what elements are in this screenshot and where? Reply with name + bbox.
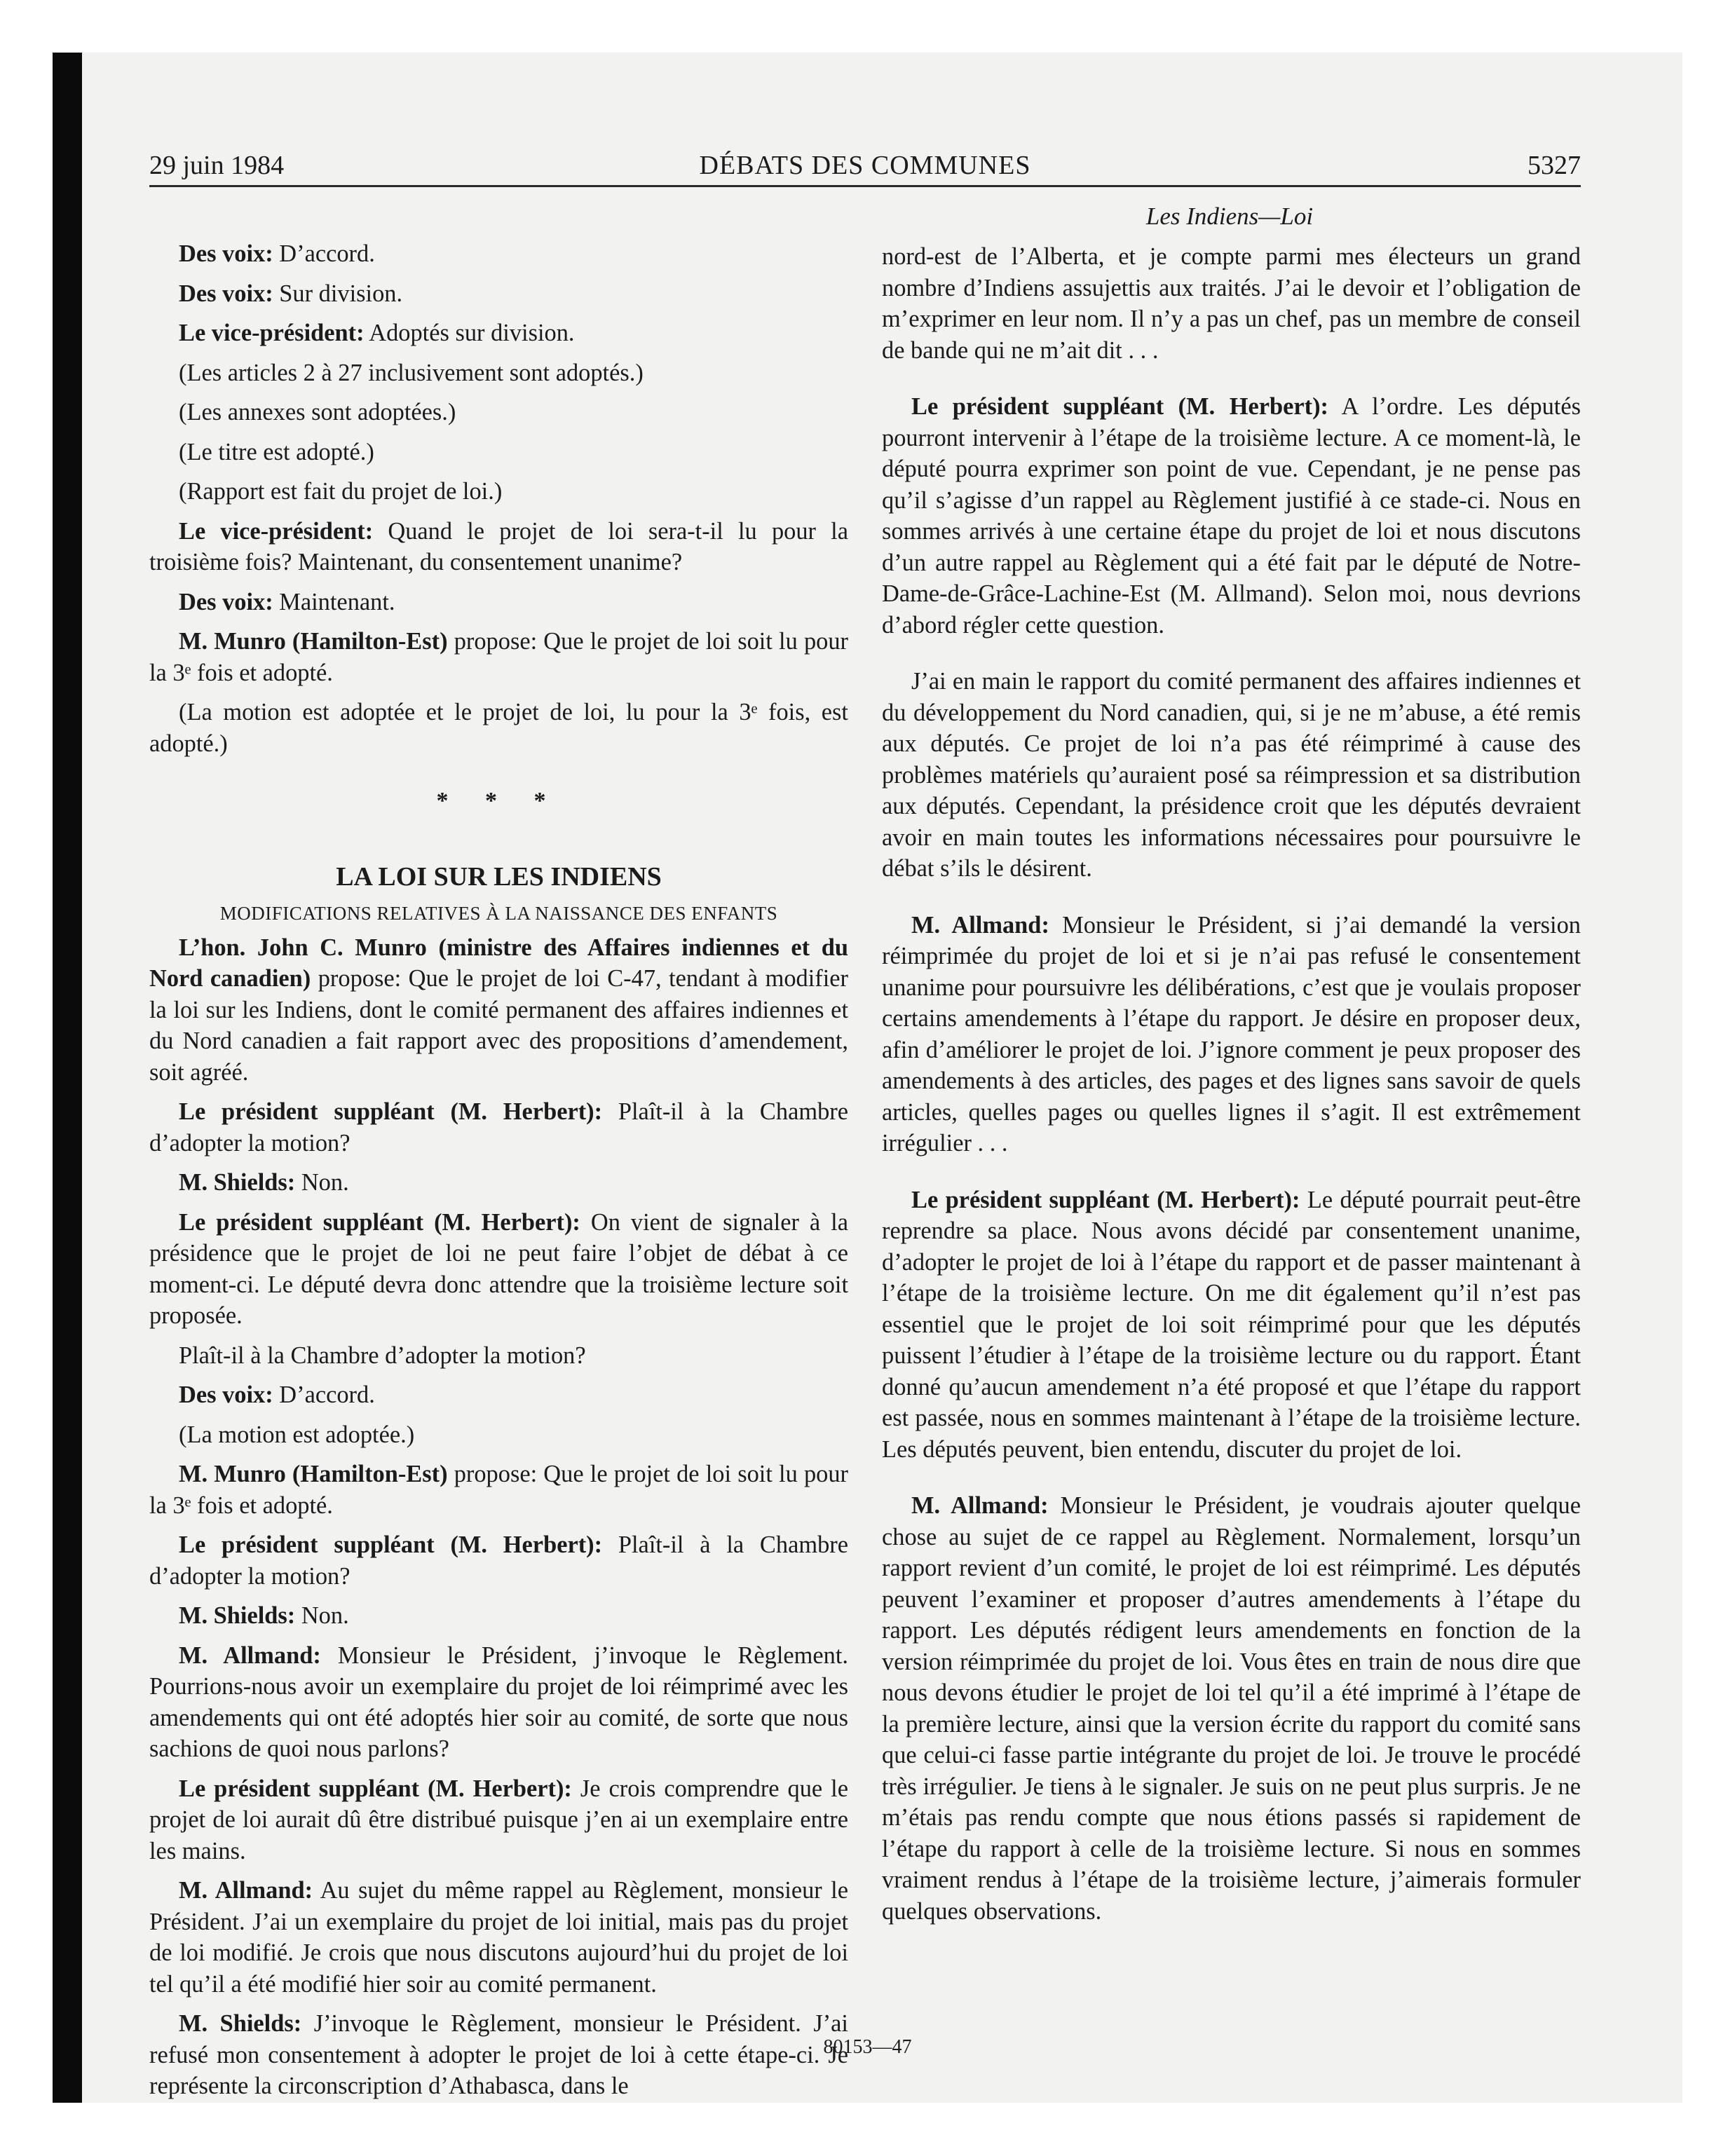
procedural-note: (Les annexes sont adoptées.) bbox=[179, 399, 456, 425]
binding-edge bbox=[53, 53, 82, 2103]
speech: Adoptés sur division. bbox=[364, 320, 575, 346]
speaker: Des voix: bbox=[179, 1381, 273, 1408]
running-head: Les Indiens—Loi bbox=[1145, 203, 1314, 230]
speaker: Le vice-président: bbox=[179, 517, 374, 545]
speaker: Le président suppléant (M. Herbert): bbox=[179, 1531, 603, 1558]
speaker: Des voix: bbox=[179, 280, 273, 307]
header-page-number: 5327 bbox=[1528, 151, 1581, 180]
left-column bbox=[149, 238, 848, 2110]
paragraph bbox=[882, 910, 1581, 1159]
speech: Plaît-il à la Chambre d’adopter la motion? bbox=[149, 1531, 848, 1590]
paragraph bbox=[149, 587, 848, 618]
paragraph bbox=[882, 1490, 1581, 1927]
paragraph: J’ai en main le rapport du comité permanent des affaires indiennes et du développement du Nord canadien, qui, si je ne m’abuse, a été remis aux députés. Ce projet de loi n’a pas été réimprimé à cause des problèmes matériels qu’auraient posé sa réimpression et sa distribution aux députés. Cependant, la présidence croit que les députés devraient avoir en main toutes les informations nécessaires pour poursuivre le débat s’ils le désirent. bbox=[882, 668, 1581, 882]
speech: Au sujet du même rappel au Règlement, monsieur le Président. J’ai un exemplaire du projet de loi initial, mais pas du projet de loi modifié. Je crois que nous discutons aujourd’hui du projet de loi tel qu’il a été modifié hier soir au comité permanent. bbox=[149, 1877, 848, 1998]
paragraph bbox=[882, 1185, 1581, 1466]
speech: Maintenant. bbox=[273, 588, 395, 615]
paragraph bbox=[149, 238, 848, 270]
speech: Sur division. bbox=[273, 280, 403, 307]
paragraph bbox=[149, 1529, 848, 1592]
section-subtitle: MODIFICATIONS RELATIVES À LA NAISSANCE DES ENFANTS bbox=[219, 902, 778, 924]
paragraph bbox=[149, 278, 848, 310]
page-header bbox=[149, 148, 1581, 183]
speaker: M. Shields: bbox=[179, 2010, 302, 2037]
speaker: M. Allmand: bbox=[911, 911, 1049, 939]
speaker: Des voix: bbox=[179, 240, 273, 267]
speech: Plaît-il à la Chambre d’adopter la motion? bbox=[149, 1098, 848, 1157]
speech: A l’ordre. Les députés pourront intervenir à l’étape de la troisième lecture. A ce moment-là, le député pourra exprimer son point de vue. Cependant, je ne pense pas qu’il s’agisse d’un rappel au Règlement justifié à ce stade-ci. Nous en sommes arrivés à une certaine étape du projet de loi et nous discutons d’un autre rappel au Règlement qui a été fait par le député de Notre-Dame-de-Grâce-Lachine-Est (M. Allmand). Selon moi, nous devrions d’abord régler cette question. bbox=[882, 393, 1581, 639]
speech: Non. bbox=[295, 1169, 349, 1196]
paragraph bbox=[882, 391, 1581, 641]
paragraph: nord-est de l’Alberta, et je compte parmi mes électeurs un grand nombre d’Indiens assujettis aux traités. J’ai le devoir et l’obligation de m’exprimer en leur nom. Il n’y a pas un chef, pas un membre de conseil de bande qui ne m’ait dit . . . bbox=[882, 243, 1581, 364]
paragraph bbox=[149, 1167, 848, 1199]
speech: propose: Que le projet de loi C-47, tendant à modifier la loi sur les Indiens, dont le comité permanent des affaires indiennes et du Nord canadien a fait rapport avec des propositions d’amendement, soit agréé. bbox=[149, 965, 849, 1086]
procedural-note: (Rapport est fait du projet de loi.) bbox=[179, 478, 503, 505]
paragraph bbox=[149, 1379, 848, 1411]
header-rule bbox=[149, 185, 1581, 187]
speaker: Le président suppléant (M. Herbert): bbox=[179, 1208, 580, 1236]
paragraph bbox=[149, 1207, 848, 1332]
speech: Monsieur le Président, j’invoque le Règlement. Pourrions-nous avoir un exemplaire du projet de loi réimprimé avec les amendements qui ont été adoptés hier soir au comité, de sorte que nous sachions de quoi nous parlons? bbox=[149, 1642, 848, 1762]
right-column bbox=[882, 241, 1581, 1935]
paragraph bbox=[149, 1773, 848, 1867]
speech: D’accord. bbox=[273, 1381, 375, 1408]
speech: propose: Que le projet de loi soit lu pour la 3ᵉ fois et adopté. bbox=[149, 1461, 848, 1519]
speaker: Le président suppléant (M. Herbert): bbox=[911, 1186, 1300, 1213]
paragraph bbox=[149, 932, 848, 1089]
speech: propose: Que le projet de loi soit lu pour la 3ᵉ fois et adopté. bbox=[149, 628, 848, 686]
speaker: Le président suppléant (M. Herbert): bbox=[179, 1098, 603, 1125]
paragraph bbox=[149, 1640, 848, 1765]
speaker: M. Shields: bbox=[179, 1169, 296, 1196]
procedural-note: (Les articles 2 à 27 inclusivement sont adoptés.) bbox=[179, 359, 644, 386]
procedural-note: (La motion est adoptée et le projet de loi, lu pour la 3ᵉ fois, est adopté.) bbox=[149, 699, 848, 757]
speaker: M. Allmand: bbox=[911, 1492, 1049, 1519]
speech: On vient de signaler à la présidence que le projet de loi ne peut faire l’objet de débat à ce moment-ci. Le député devra donc attendre que la troisième lecture soit proposée. bbox=[149, 1208, 848, 1329]
procedural-note: (Le titre est adopté.) bbox=[179, 438, 374, 465]
paragraph bbox=[149, 1096, 848, 1159]
speech: Le député pourrait peut-être reprendre sa place. Nous avons décidé par consentement unanime, d’adopter le projet de loi à l’étape du rapport et de passer maintenant à l’étape de la troisième lecture. On me dit également qu’il n’est pas essentiel que le projet de loi soit réimprimé pour que les députés puissent l’étudier à l’étape de la troisième lecture ou du rapport. Étant donné qu’aucun amendement n’a été proposé et que l’étape du rapport est passée, nous en sommes maintenant à l’étape de la troisième lecture. Les députés peuvent, bien entendu, discuter du projet de loi. bbox=[882, 1186, 1581, 1463]
speaker: Le président suppléant (M. Herbert): bbox=[179, 1775, 572, 1802]
speech: Je crois comprendre que le projet de loi aurait dû être distribué puisque j’en ai un exemplaire entre les mains. bbox=[149, 1775, 848, 1864]
speech: Monsieur le Président, je voudrais ajouter quelque chose au sujet de ce rappel au Règlement. Normalement, lorsqu’un rapport revient d’un comité, le projet de loi est réimprimé. Les députés peuvent l’examiner et proposer d’autres amendements à l’étape du rapport. Les députés rédigent leurs amendements en fonction de la version réimprimée du projet de loi. Vous êtes en train de nous dire que nous devons étudier le projet de loi tel qu’il a été imprimé à l’étape de la première lecture, ainsi que la version écrite du rapport du comité sans que celui-ci fasse partie intégrante du projet de loi. Je trouve le procédé très irrégulier. Je tiens à le signaler. Je suis on ne peut plus surpris. Je ne m’étais pas rendu compte que nous étions passés si rapidement de l’étape du rapport à celle de la troisième lecture. Si nous en sommes vraiment rendus à l’étape de la troisième lecture, j’aimerais formuler quelques observations. bbox=[882, 1492, 1581, 1925]
section-title: LA LOI SUR LES INDIENS bbox=[336, 861, 662, 892]
paragraph bbox=[149, 1459, 848, 1521]
speaker: L’hon. John C. Munro (ministre des Affaires indiennes et du Nord canadien) bbox=[149, 934, 848, 992]
speaker: M. Shields: bbox=[179, 1602, 296, 1629]
speaker: M. Allmand: bbox=[179, 1877, 313, 1904]
printer-code: 80153—47 bbox=[823, 2036, 912, 2058]
paragraph bbox=[149, 318, 848, 349]
speech: D’accord. bbox=[273, 240, 375, 267]
speech: Quand le projet de loi sera-t-il lu pour la troisième fois? Maintenant, du consentement unanime? bbox=[149, 517, 849, 575]
speaker: Le président suppléant (M. Herbert): bbox=[911, 393, 1328, 420]
paragraph bbox=[149, 1875, 848, 2000]
section-separator: * * * bbox=[436, 788, 562, 814]
procedural-note: (La motion est adoptée.) bbox=[179, 1421, 415, 1448]
speaker: M. Munro (Hamilton-Est) bbox=[179, 628, 448, 655]
speaker: M. Munro (Hamilton-Est) bbox=[179, 1461, 448, 1487]
speech: Monsieur le Président, si j’ai demandé la version réimprimée du projet de loi et si je n’ai pas refusé le consentement unanime pour poursuivre les délibérations, c’est que je voulais proposer certains amendements à l’étape du rapport. Je désire en proposer deux, afin d’améliorer le projet de loi. J’ignore comment je peux proposer des amendements à des articles, des pages et des lignes sans savoir de quels articles, quelles pages ou quelles lignes il s’agit. Il est extrêmement irrégulier . . . bbox=[882, 911, 1581, 1157]
speaker: M. Allmand: bbox=[179, 1642, 321, 1669]
speaker: Des voix: bbox=[179, 588, 273, 615]
paragraph bbox=[149, 1600, 848, 1632]
speech: J’invoque le Règlement, monsieur le Président. J’ai refusé mon consentement à adopter le projet de loi à cette étape-ci. Je représente la circonscription d’Athabasca, dans le bbox=[149, 2010, 848, 2099]
speech: Non. bbox=[295, 1602, 349, 1629]
paragraph bbox=[149, 626, 848, 688]
paragraph bbox=[149, 516, 848, 578]
speaker: Le vice-président: bbox=[179, 320, 365, 346]
header-publication: DÉBATS DES COMMUNES bbox=[699, 151, 1031, 180]
paragraph: Plaît-il à la Chambre d’adopter la motion? bbox=[179, 1342, 586, 1369]
header-date: 29 juin 1984 bbox=[149, 151, 285, 180]
